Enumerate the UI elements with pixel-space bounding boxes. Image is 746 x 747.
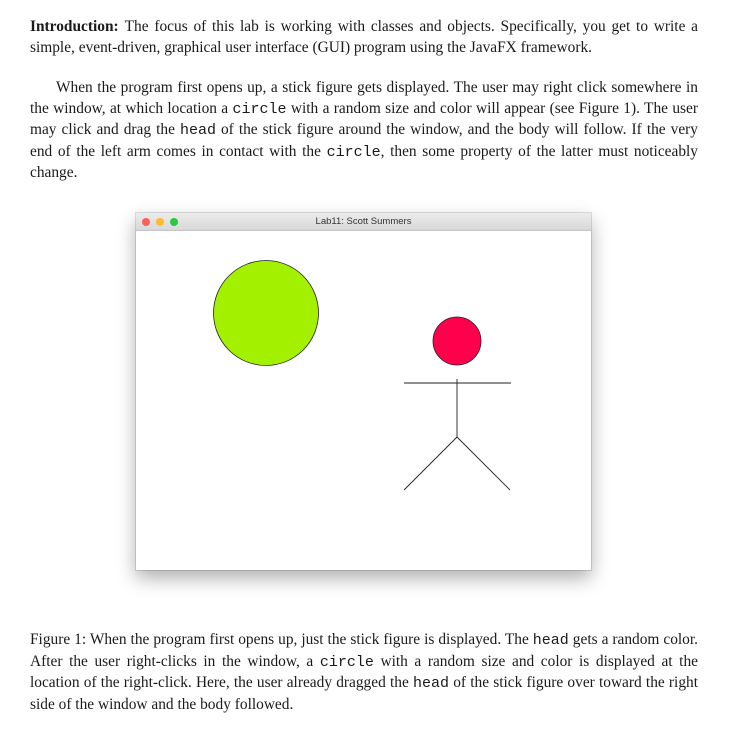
stick-figure xyxy=(404,379,511,490)
code-circle: circle xyxy=(326,143,381,161)
stick-figure-right-leg xyxy=(457,437,510,490)
intro-paragraph xyxy=(30,17,698,58)
description-text-1: When the program first opens up, a stick figure gets displayed. The user may right click somewhere in the window, at which location a xyxy=(30,79,698,117)
code-head: head xyxy=(532,632,569,649)
code-circle: circle xyxy=(232,100,287,118)
random-circle xyxy=(214,261,319,366)
code-head: head xyxy=(179,122,216,139)
caption-text-4: of the stick figure over toward the right side of the window and the body followed. xyxy=(30,674,698,713)
stick-figure-head xyxy=(433,317,481,365)
intro-heading: Introduction: xyxy=(30,18,119,35)
intro-text: The focus of this lab is working with classes and objects. Specifically, you get to write a simple, event-driven, graphical user interface (GUI) program using the JavaFX framework. xyxy=(30,18,698,56)
caption-text-2: gets a random color. After the user right-clicks in the window, a xyxy=(30,631,698,670)
description-text-2: with a random size and color will appear (see Figure 1). The user may click and drag the xyxy=(30,99,698,138)
figure-window xyxy=(136,213,591,570)
window-canvas xyxy=(136,231,591,570)
window-title: Lab11: Scott Summers xyxy=(315,216,412,227)
caption-text-3: with a random size and color is displayed at the location of the right-click. Here, the user already dragged the xyxy=(30,652,698,691)
description-text-4: , then some property of the latter must noticeably change. xyxy=(30,142,698,181)
caption-text-1: Figure 1: When the program first opens up, just the stick figure is displayed. The xyxy=(30,631,533,648)
description-text-3: of the stick figure around the window, and the body will follow. If the very end of the left arm comes in contact with the xyxy=(30,121,698,160)
code-circle: circle xyxy=(319,653,374,671)
description-paragraph xyxy=(30,78,698,184)
code-head: head xyxy=(412,675,449,692)
figure-caption xyxy=(30,630,698,715)
stick-figure-left-leg xyxy=(404,437,457,490)
window-titlebar xyxy=(136,213,591,231)
